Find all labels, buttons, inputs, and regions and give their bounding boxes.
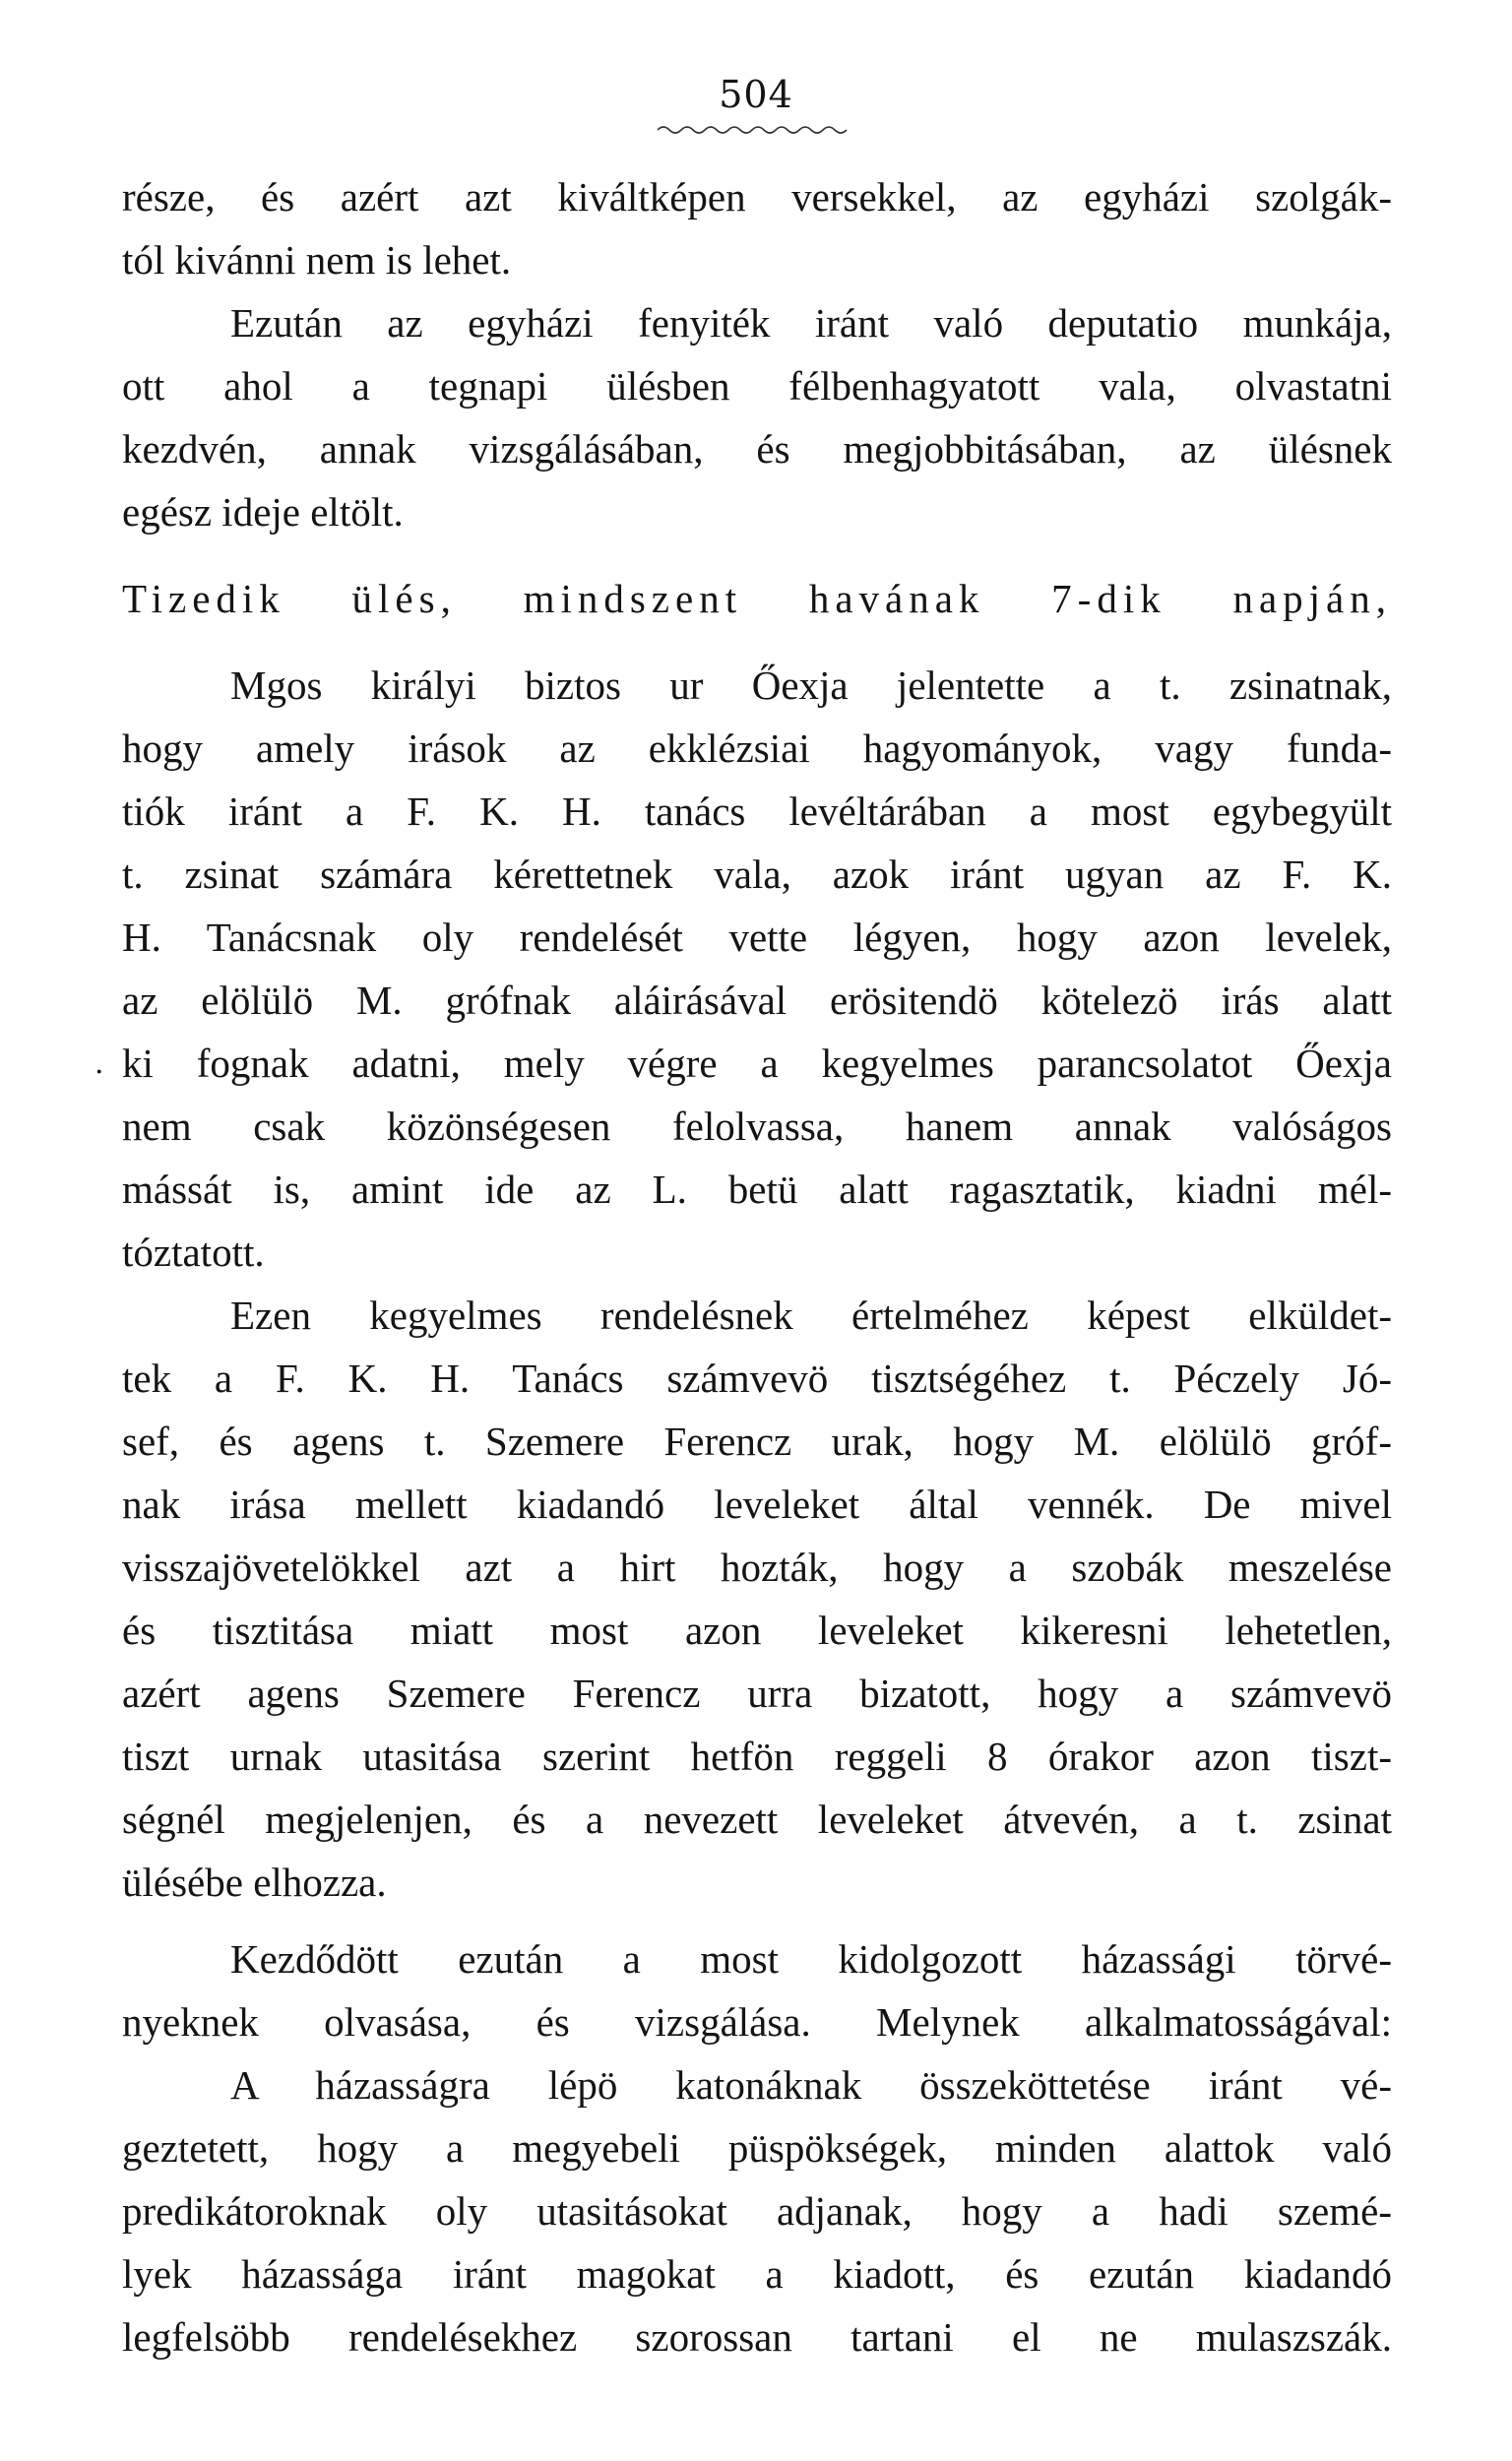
- wavy-rule-ornament: [658, 124, 850, 136]
- text-line: hogy amely irások az ekklézsiai hagyományok, vagy funda-: [122, 726, 1392, 771]
- text-line: ki fognak adatni, mely végre a kegyelmes parancsolatot Őexja: [122, 1041, 1392, 1086]
- text-line: visszajövetelökkel azt a hirt hozták, hogy a szobák meszelése: [122, 1545, 1392, 1590]
- text-line: tóztatott.: [122, 1230, 265, 1275]
- paragraph: [122, 654, 1392, 1284]
- text-line: H. Tanácsnak oly rendelését vette légyen, hogy azon levelek,: [122, 915, 1392, 960]
- text-line: nak irása mellett kiadandó leveleket által vennék. De mivel: [122, 1482, 1392, 1527]
- text-line: tek a F. K. H. Tanács számvevö tisztségéhez t. Péczely Jó-: [122, 1356, 1392, 1401]
- margin-dot: .: [94, 1046, 104, 1081]
- text-line: nem csak közönségesen felolvassa, hanem annak valóságos: [122, 1104, 1392, 1149]
- text-line: és tisztitása miatt most azon leveleket kikeresni lehetetlen,: [122, 1608, 1392, 1653]
- text-line: A házasságra lépö katonáknak összeköttetése iránt vé-: [230, 2062, 1392, 2108]
- text-line: geztetett, hogy a megyebeli püspökségek, minden alattok való: [122, 2125, 1392, 2171]
- text-line: sef, és agens t. Szemere Ferencz urak, hogy M. elölülö gróf-: [122, 1419, 1392, 1464]
- paragraph: [122, 1927, 1392, 2053]
- text-line: t. zsinat számára kérettetnek vala, azok iránt ugyan az F. K.: [122, 852, 1392, 897]
- paragraph: [122, 165, 1392, 291]
- paragraph: [122, 1284, 1392, 1914]
- text-line: része, és azért azt kiváltképen versekkel, az egyházi szolgák-: [122, 174, 1392, 220]
- text-line: Mgos királyi biztos ur Őexja jelentette a t. zsinatnak,: [230, 663, 1392, 708]
- paragraph: [122, 2053, 1392, 2368]
- heading-line: Tizedik ülés, mindszent havának 7-dik napján,: [122, 576, 1392, 621]
- text-line: az elölülö M. grófnak aláirásával erösitendö kötelezö irás alatt: [122, 978, 1392, 1023]
- text-line: Ezután az egyházi fenyiték iránt való deputatio munkája,: [230, 300, 1392, 346]
- text-line: predikátoroknak oly utasitásokat adjanak, hogy a hadi szemé-: [122, 2188, 1392, 2234]
- text-line: nyeknek olvasása, és vizsgálása. Melynek alkalmatosságával:: [122, 1999, 1392, 2045]
- text-line: tiók iránt a F. K. H. tanács levéltárában a most egybegyült: [122, 789, 1392, 834]
- body-text: [122, 165, 1392, 2368]
- text-line: ülésébe elhozza.: [122, 1860, 387, 1905]
- text-line: tól kivánni nem is lehet.: [122, 237, 512, 283]
- text-line: egész ideje eltölt.: [122, 489, 404, 535]
- section-heading: [122, 567, 1392, 630]
- text-line: lyek házassága iránt magokat a kiadott, és ezután kiadandó: [122, 2251, 1392, 2297]
- text-line: Ezen kegyelmes rendelésnek értelméhez képest elküldet-: [230, 1293, 1392, 1338]
- text-line: kezdvén, annak vizsgálásában, és megjobbitásában, az ülésnek: [122, 426, 1392, 472]
- text-line: azért agens Szemere Ferencz urra bizatott, hogy a számvevö: [122, 1671, 1392, 1716]
- text-line: legfelsöbb rendelésekhez szorossan tartani el ne mulaszszák.: [122, 2314, 1392, 2360]
- text-line: mássát is, amint ide az L. betü alatt ragasztatik, kiadni mél-: [122, 1167, 1392, 1212]
- text-line: Kezdődött ezután a most kidolgozott házassági törvé-: [230, 1936, 1392, 1982]
- paragraph: [122, 291, 1392, 543]
- text-line: ségnél megjelenjen, és a nevezett leveleket átvevén, a t. zsinat: [122, 1797, 1392, 1842]
- text-line: tiszt urnak utasitása szerint hetfön reggeli 8 órakor azon tiszt-: [122, 1734, 1392, 1779]
- page-number: 504: [719, 73, 793, 116]
- text-line: ott ahol a tegnapi ülésben félbenhagyatott vala, olvastatni: [122, 363, 1392, 409]
